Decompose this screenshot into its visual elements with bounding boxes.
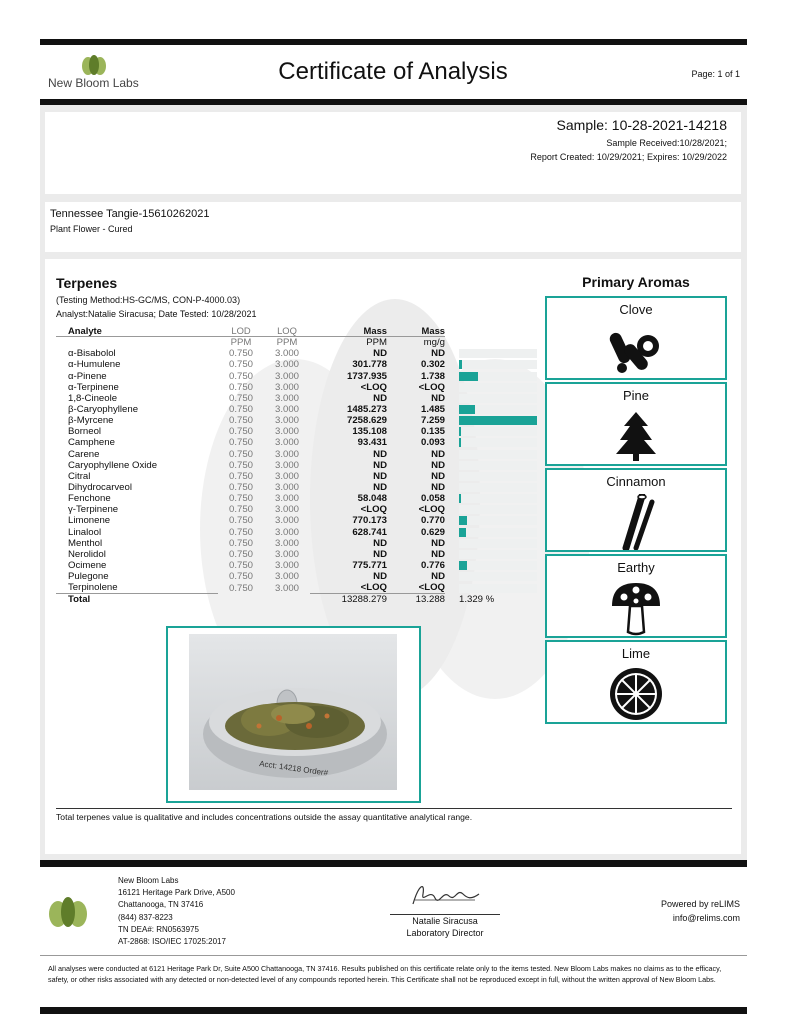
mass-mgg-value: ND [431, 537, 445, 549]
analyte-name: Pulegone [68, 571, 109, 583]
mass-mgg-value: 7.259 [420, 415, 445, 427]
lod-value: 0.750 [228, 571, 253, 583]
table-row [56, 471, 549, 482]
concentration-bar [459, 516, 467, 525]
mass-ppm-value: <LOQ [360, 582, 387, 594]
unit-lod: PPM [230, 337, 252, 349]
lod-value: 0.750 [228, 515, 253, 527]
cinnamon-stick-icon [616, 494, 656, 550]
mass-ppm-value: ND [373, 537, 387, 549]
document-title: Certificate of Analysis [278, 58, 508, 85]
analyte-name: Carene [68, 448, 100, 460]
table-row [56, 482, 549, 493]
lod-value: 0.750 [228, 526, 253, 538]
loq-value: 3.000 [274, 582, 299, 594]
sample-panel [45, 112, 741, 194]
lod-value: 0.750 [228, 426, 253, 438]
table-row [56, 404, 549, 415]
bottom-rule [40, 1007, 747, 1014]
header-logo [48, 54, 148, 94]
loq-value: 3.000 [274, 392, 299, 404]
note-rule [56, 808, 732, 809]
mass-ppm-value: ND [373, 470, 387, 482]
analyte-name: Limonene [68, 515, 111, 527]
aroma-label: Cinnamon [606, 474, 666, 489]
mass-ppm-value: 301.778 [352, 359, 387, 371]
loq-value: 3.000 [274, 482, 299, 494]
concentration-bar-track [459, 349, 537, 358]
concentration-bar [459, 528, 466, 537]
loq-value: 3.000 [274, 504, 299, 516]
terpenes-title: Terpenes [56, 275, 118, 291]
concentration-bar-track [459, 438, 537, 447]
mass-ppm-value: 1485.273 [346, 404, 387, 416]
address-line-1: 16121 Heritage Park Drive, A500 [118, 888, 235, 898]
lime-slice-icon [608, 666, 664, 722]
concentration-bar-track [459, 494, 537, 503]
support-email[interactable]: info@relims.com [672, 913, 740, 923]
aroma-card-cinnamon [545, 468, 727, 552]
table-row [56, 415, 549, 426]
lod-value: 0.750 [228, 537, 253, 549]
total-mgg: 13.288 [387, 594, 445, 606]
mass-mgg-value: ND [431, 482, 445, 494]
mass-ppm-value: ND [373, 348, 387, 360]
loq-value: 3.000 [274, 448, 299, 460]
col-mass-ppm: Mass [310, 325, 387, 337]
table-row [56, 549, 549, 560]
loq-value: 3.000 [274, 470, 299, 482]
photo-label: Acct: 14218 Order# [258, 759, 329, 778]
concentration-bar-track [459, 450, 537, 459]
col-bar [445, 325, 549, 337]
mass-ppm-value: ND [373, 571, 387, 583]
mass-mgg-value: ND [431, 448, 445, 460]
total-ppm: 13288.279 [310, 594, 387, 606]
lab-address [118, 875, 235, 948]
lod-value: 0.750 [228, 482, 253, 494]
mass-mgg-value: ND [431, 392, 445, 404]
table-row [56, 348, 549, 359]
concentration-bar-track [459, 472, 537, 481]
mass-ppm-value: <LOQ [360, 381, 387, 393]
analyte-name: Camphene [68, 437, 115, 449]
top-rule [40, 39, 747, 45]
unit-ppm: PPM [366, 337, 387, 349]
mass-ppm-value: 58.048 [357, 493, 387, 505]
clove-icon [608, 324, 664, 376]
table-row [56, 504, 549, 515]
lod-value: 0.750 [228, 359, 253, 371]
mass-ppm-value: 135.108 [352, 426, 387, 438]
footer-rule [40, 860, 747, 867]
lod-value: 0.750 [228, 448, 253, 460]
lod-value: 0.750 [228, 470, 253, 482]
address-line-2: Chattanooga, TN 37416 [118, 900, 204, 910]
table-row [56, 515, 549, 526]
table-row [56, 426, 549, 437]
mass-mgg-value: ND [431, 571, 445, 583]
mass-mgg-value: ND [431, 459, 445, 471]
mass-mgg-value: 0.776 [420, 560, 445, 572]
analyte-name: Borneol [68, 426, 102, 438]
lod-value: 0.750 [228, 504, 253, 516]
analyte-name: Menthol [68, 537, 103, 549]
disclaimer: All analyses were conducted at 6121 Heritage Park Dr, Suite A500 Chattanooga, TN 37416. Results published on this certificate relate only to the items tested. New Bloom Labs makes no claims as to the efficacy, safety, or other risks associated with any detected or non-detected level of any compounds reported herein. This Certificate shall not be reproduced except in full, without the written approval of New Bloom Labs. [48, 964, 722, 985]
logo-text: New Bloom Labs [48, 76, 139, 90]
analyte-name: β-Caryophyllene [68, 404, 139, 416]
loq-value: 3.000 [274, 437, 299, 449]
col-loq: LOQ [264, 325, 310, 337]
aroma-label: Clove [619, 302, 653, 317]
loq-value: 3.000 [274, 426, 299, 438]
powered-by: Powered by reLIMS [660, 899, 740, 909]
aroma-card-earthy [545, 554, 727, 638]
analyte-name: Nerolidol [68, 548, 106, 560]
aroma-card-pine [545, 382, 727, 466]
concentration-bar [459, 438, 461, 447]
loq-value: 3.000 [274, 359, 299, 371]
mushroom-icon [609, 580, 663, 636]
concentration-bar-track [459, 394, 537, 403]
signature [405, 880, 485, 912]
mass-mgg-value: 0.302 [420, 359, 445, 371]
loq-value: 3.000 [274, 381, 299, 393]
concentration-bar-track [459, 561, 537, 570]
disclaimer-rule [40, 955, 747, 956]
loq-value: 3.000 [274, 459, 299, 471]
mass-mgg-value: <LOQ [418, 504, 445, 516]
table-row [56, 527, 549, 538]
unit-loq: PPM [276, 337, 298, 349]
concentration-bar-track [459, 461, 537, 470]
lod-value: 0.750 [228, 392, 253, 404]
report-dates: Report Created: 10/29/2021; Expires: 10/29/2022 [530, 152, 727, 162]
loq-value: 3.000 [274, 560, 299, 572]
table-row [56, 437, 549, 448]
terpenes-note: Total terpenes value is qualitative and includes concentrations outside the assay quantitative analytical range. [56, 812, 473, 822]
concentration-bar [459, 494, 461, 503]
unit-mgg: mg/g [423, 337, 445, 349]
table-row [56, 571, 549, 582]
concentration-bar-track [459, 539, 537, 548]
loq-value: 3.000 [274, 415, 299, 427]
sample-id: Sample: 10-28-2021-14218 [556, 117, 727, 133]
footer-logo-icon [48, 896, 88, 928]
lod-value: 0.750 [228, 348, 253, 360]
concentration-bar-track [459, 427, 537, 436]
concentration-bar-track [459, 584, 537, 593]
analyte-name: 1,8-Cineole [68, 392, 118, 404]
aromas-title: Primary Aromas [582, 274, 690, 290]
analyte-name: Caryophyllene Oxide [68, 459, 158, 471]
mass-ppm-value: 770.173 [352, 515, 387, 527]
col-lod: LOD [218, 325, 264, 337]
table-row [56, 371, 549, 382]
analyst-line: Analyst:Natalie Siracusa; Date Tested: 10/28/2021 [56, 309, 257, 319]
concentration-bar-track [459, 550, 537, 559]
dea-number: TN DEA#: RN0563975 [118, 924, 199, 934]
lod-value: 0.750 [228, 404, 253, 416]
mass-mgg-value: ND [431, 348, 445, 360]
concentration-bar-track [459, 516, 537, 525]
product-panel [45, 202, 741, 252]
analyte-name: γ-Terpinene [68, 504, 119, 516]
analyte-name: α-Humulene [68, 359, 121, 371]
mass-mgg-value: <LOQ [418, 381, 445, 393]
signer-title: Laboratory Director [406, 928, 484, 938]
table-row [56, 560, 549, 571]
total-label: Total [56, 594, 218, 606]
analyte-name: Ocimene [68, 560, 107, 572]
table-row [56, 393, 549, 404]
table-row [56, 460, 549, 471]
table-row [56, 449, 549, 460]
concentration-bar-track [459, 505, 537, 514]
table-row [56, 359, 549, 370]
mass-mgg-value: ND [431, 548, 445, 560]
lod-value: 0.750 [228, 582, 253, 594]
analyte-name: α-Bisabolol [68, 348, 116, 360]
mass-ppm-value: 775.771 [352, 560, 387, 572]
sample-received: Sample Received:10/28/2021; [606, 138, 727, 148]
table-header-row [56, 325, 549, 337]
pine-tree-icon [616, 410, 656, 462]
lod-value: 0.750 [228, 415, 253, 427]
table-row [56, 382, 549, 393]
concentration-bar-track [459, 383, 537, 392]
concentration-bar-track [459, 572, 537, 581]
mass-ppm-value: ND [373, 392, 387, 404]
lab-name: New Bloom Labs [118, 876, 179, 885]
lod-value: 0.750 [228, 459, 253, 471]
mass-ppm-value: 628.741 [352, 526, 387, 538]
analyte-name: Linalool [68, 526, 102, 538]
concentration-bar [459, 405, 475, 414]
col-mass-mgg: Mass [387, 325, 445, 337]
lod-value: 0.750 [228, 560, 253, 572]
total-percent: 1.329 % [459, 594, 495, 606]
concentration-bar-track [459, 372, 537, 381]
loq-value: 3.000 [274, 404, 299, 416]
page-number: Page: 1 of 1 [691, 69, 740, 79]
loq-value: 3.000 [274, 571, 299, 583]
table-row [56, 538, 549, 549]
loq-value: 3.000 [274, 537, 299, 549]
table-row [56, 582, 549, 594]
analyte-name: α-Terpinene [68, 381, 119, 393]
mass-ppm-value: ND [373, 448, 387, 460]
analyte-name: Dihydrocarveol [68, 482, 132, 494]
mass-mgg-value: 0.135 [420, 426, 445, 438]
mass-mgg-value: 0.058 [420, 493, 445, 505]
concentration-bar [459, 561, 467, 570]
lod-value: 0.750 [228, 437, 253, 449]
lab-phone: (844) 837-8223 [118, 912, 173, 922]
col-analyte: Analyte [56, 325, 218, 337]
mass-mgg-value: 1.738 [420, 370, 445, 382]
analyte-name: α-Pinene [68, 370, 107, 382]
analyte-name: Terpinolene [68, 582, 118, 594]
concentration-bar-track [459, 528, 537, 537]
mass-mgg-value: <LOQ [418, 582, 445, 594]
concentration-bar-track [459, 416, 537, 425]
table-row [56, 493, 549, 504]
mass-mgg-value: 0.770 [420, 515, 445, 527]
mass-ppm-value: <LOQ [360, 504, 387, 516]
concentration-bar [459, 427, 461, 436]
mass-ppm-value: ND [373, 482, 387, 494]
aroma-card-clove [545, 296, 727, 380]
total-row [56, 594, 549, 606]
mass-ppm-value: ND [373, 548, 387, 560]
concentration-bar-track [459, 405, 537, 414]
concentration-bar [459, 416, 537, 425]
aroma-card-lime [545, 640, 727, 724]
analyte-name: Citral [68, 470, 91, 482]
lod-value: 0.750 [228, 548, 253, 560]
mass-mgg-value: 0.093 [420, 437, 445, 449]
loq-value: 3.000 [274, 515, 299, 527]
analyte-name: β-Myrcene [68, 415, 114, 427]
analyte-name: Fenchone [68, 493, 111, 505]
loq-value: 3.000 [274, 493, 299, 505]
mass-mgg-value: 0.629 [420, 526, 445, 538]
lod-value: 0.750 [228, 381, 253, 393]
terpenes-table [56, 325, 549, 606]
logo-leaf-icon [81, 54, 107, 76]
signer-name: Natalie Siracusa [390, 914, 500, 926]
lod-value: 0.750 [228, 370, 253, 382]
loq-value: 3.000 [274, 526, 299, 538]
concentration-bar [459, 360, 462, 369]
concentration-bar [459, 372, 478, 381]
mass-ppm-value: 1737.935 [346, 370, 387, 382]
testing-method: (Testing Method:HS-GC/MS, CON-P-4000.03) [56, 295, 241, 305]
loq-value: 3.000 [274, 348, 299, 360]
iso-accreditation: AT-2868: ISO/IEC 17025:2017 [118, 937, 226, 947]
concentration-bar-track [459, 483, 537, 492]
concentration-bar-track [459, 360, 537, 369]
units-row [56, 337, 549, 349]
loq-value: 3.000 [274, 548, 299, 560]
lod-value: 0.750 [228, 493, 253, 505]
loq-value: 3.000 [274, 370, 299, 382]
aroma-label: Lime [621, 646, 651, 661]
sample-photo [189, 634, 397, 790]
mass-ppm-value: 7258.629 [346, 415, 387, 427]
mass-ppm-value: 93.431 [357, 437, 387, 449]
aroma-label: Pine [622, 388, 650, 403]
product-name: Tennessee Tangie-15610262021 [50, 208, 210, 220]
mass-ppm-value: ND [373, 459, 387, 471]
aroma-label: Earthy [617, 560, 655, 575]
mass-mgg-value: 1.485 [420, 404, 445, 416]
product-type: Plant Flower - Cured [50, 224, 133, 234]
mass-mgg-value: ND [431, 470, 445, 482]
sample-photo-frame [166, 626, 421, 803]
